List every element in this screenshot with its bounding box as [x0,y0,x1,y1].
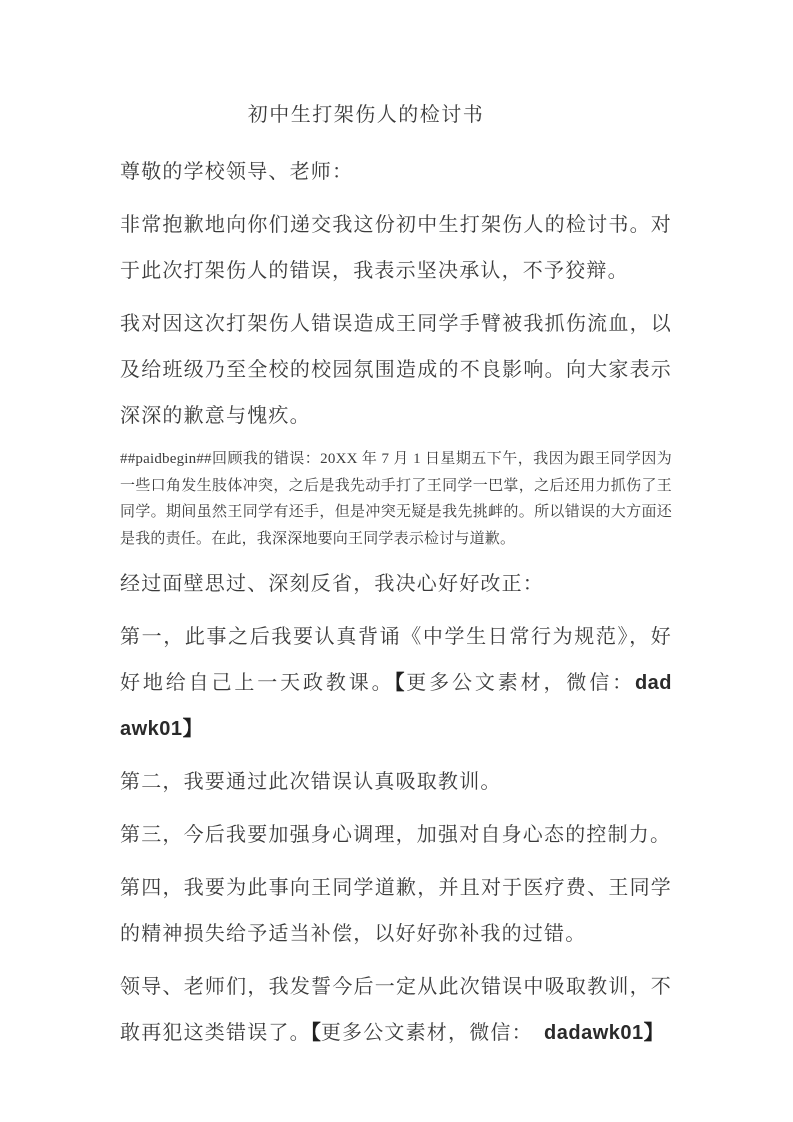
paragraph-intro: 非常抱歉地向你们递交我这份初中生打架伤人的检讨书。对于此次打架伤人的错误，我表示坚决承认，不予狡辩。 [120,214,672,282]
ad-text: 更多公文素材，微信： [406,672,635,694]
paragraph-resolve: 经过面壁思过、深刻反省，我决心好好改正： [120,573,544,595]
item-first-text: 第一，此事之后我要认真背诵《中学生日常行为规范》，好好地给自己上一天政教课。 [120,626,672,694]
paragraph-item-fourth: 第四，我要为此事向王同学道歉，并且对于医疗费、王同学的精神损失给予适当补偿，以好好弥补我的过错。 [120,877,672,945]
paragraph-item-second: 第二，我要通过此次错误认真吸取教训。 [120,771,502,793]
salutation-line: 尊敬的学校领导、老师： [120,161,354,183]
ad-text: 更多公文素材，微信： [320,1022,545,1044]
final-pledge-text: 领导、老师们，我发誓今后一定从此次错误中吸取教训，不敢再犯这类错误了。 [120,976,672,1044]
ad-wechat-code: dad awk01 [120,672,673,740]
document-title: 初中生打架伤人的检讨书 [247,104,485,126]
ad-wechat-code: dadawk01 [544,1022,644,1044]
paragraph-item-third: 第三，今后我要加强身心调理，加强对自身心态的控制力。 [120,824,672,846]
paragraph-harm-apology: 我对因这次打架伤人错误造成王同学手臂被我抓伤流血，以及给班级乃至全校的校园氛围造成的不良影响。向大家表示深深的歉意与愧疚。 [120,313,672,427]
ad-close-bracket: 】 [182,718,203,740]
ad-note-final [311,1022,664,1044]
paragraph-recall-smallprint: ##paidbegin##回顾我的错误：20XX 年 7 月 1 日星期五下午，我因为跟王同学因为一些口角发生肢体冲突，之后是我先动手打了王同学一巴掌，之后还用力抓伤了王同学。期间虽然王同学有还手，但是冲突无疑是我先挑衅的。所以错误的大方面还是我的责任。在此，我深深地要向王同学表示检讨与道歉。 [120,451,672,547]
paragraph-item-first [120,614,672,752]
paragraph-final-pledge [120,964,672,1056]
ad-close-bracket: 】 [643,1022,664,1044]
ad-open-bracket: 【 [310,1022,321,1044]
ad-open-bracket: 【 [394,672,407,694]
